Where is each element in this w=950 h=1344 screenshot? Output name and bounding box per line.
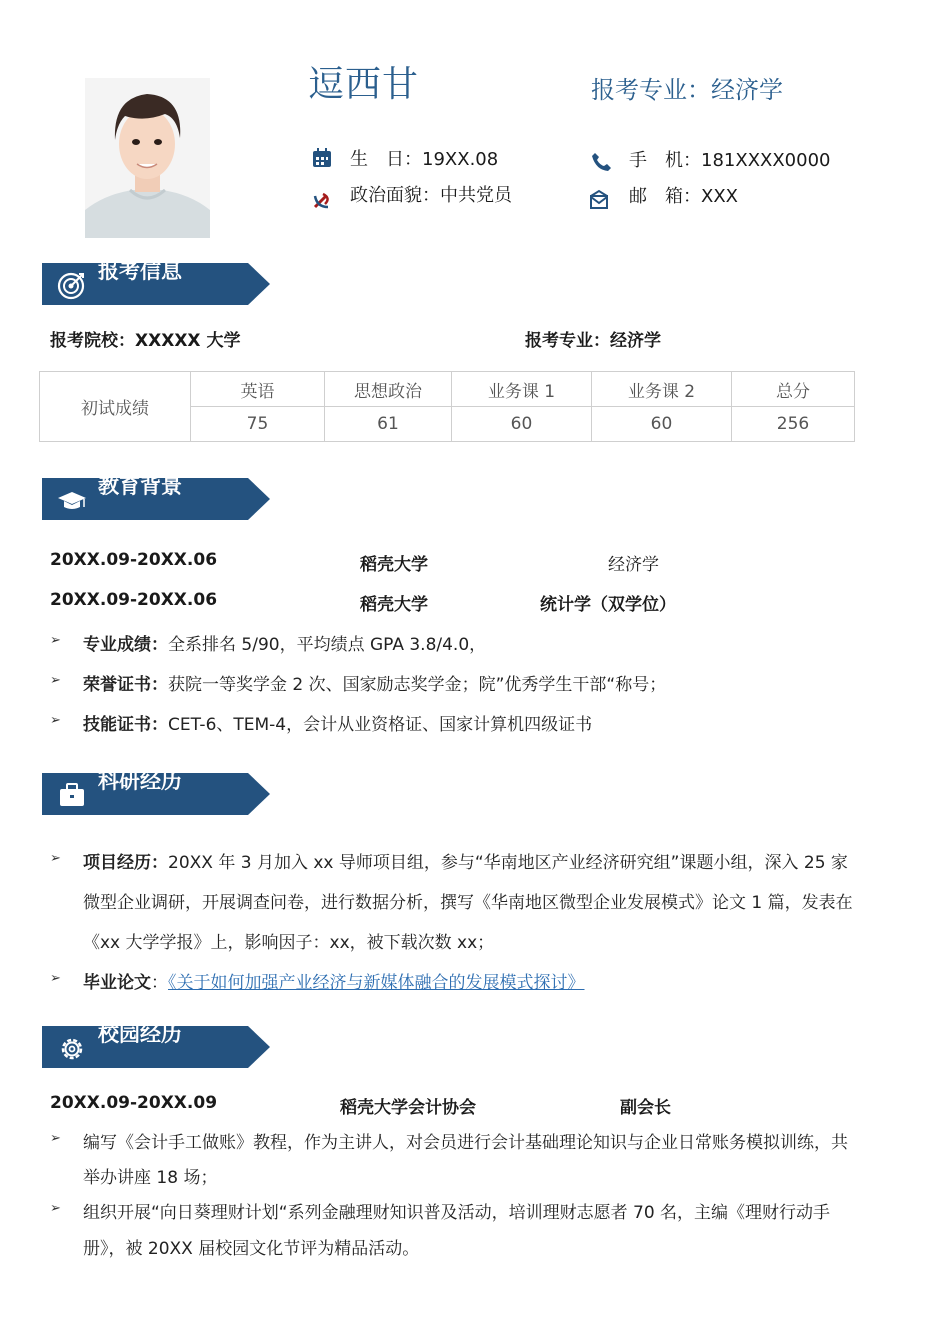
bullet-label: 技能证书：: [83, 715, 168, 735]
bullet-colon: ：: [151, 973, 168, 993]
bullet-text-continued: 《xx 大学学报》上，影响因子：xx，被下载次数 xx；: [83, 933, 495, 953]
target-icon: [56, 269, 88, 301]
phone-icon: [590, 151, 612, 177]
exam-school-label: 报考院校：: [50, 331, 135, 351]
section-header-exam: [42, 259, 270, 305]
list-item: 编写《会计手工做账》教程，作为主讲人，对会员进行会计基础理论知识与企业日常账务模拟训练，共: [83, 1133, 848, 1153]
arrow-bullet-icon: ➢: [50, 673, 61, 688]
phone-label: 手 机：: [629, 150, 701, 171]
edu-period: 20XX.09-20XX.06: [50, 590, 218, 610]
bullet-label: 毕业论文: [83, 973, 151, 993]
section-title: 科研经历: [98, 769, 182, 793]
score-col-header: 英语: [191, 372, 325, 407]
score-cell: 61: [325, 407, 452, 442]
arrow-bullet-icon: ➢: [50, 851, 61, 866]
avatar-illustration: [85, 78, 210, 238]
bullet-text: 获院一等奖学金 2 次、国家励志奖学金；院”优秀学生干部“称号；: [168, 675, 667, 695]
briefcase-icon: [56, 779, 88, 811]
edu-major: 经济学: [608, 555, 659, 575]
birthday-row: [350, 145, 498, 171]
list-item: 组织开展“向日葵理财计划“系列金融理财知识普及活动，培训理财志愿者 70 名，主编《理财行动手: [83, 1203, 831, 1223]
bullet-text: 全系排名 5/90，平均绩点 GPA 3.8/4.0，: [168, 635, 487, 655]
email-value: XXX: [701, 186, 738, 207]
profile-photo: [85, 78, 210, 238]
edu-school: 稻壳大学: [360, 555, 428, 575]
arrow-bullet-icon: ➢: [50, 1131, 61, 1146]
phone-row: [629, 146, 831, 172]
list-item: [83, 630, 486, 655]
arrow-bullet-icon: ➢: [50, 713, 61, 728]
edu-major: 统计学（双学位）: [540, 595, 676, 615]
birthday-label: 生 日：: [350, 149, 422, 170]
edu-period: 20XX.09-20XX.06: [50, 550, 218, 570]
gear-icon: [56, 1032, 88, 1064]
email-row: [629, 182, 738, 208]
bullet-text-continued: 微型企业调研，开展调查问卷，进行数据分析，撰写《华南地区微型企业发展模式》论文 1 篇，发表在: [83, 893, 853, 913]
edu-school: 稻壳大学: [360, 595, 428, 615]
section-title: 教育背景: [98, 474, 182, 498]
arrow-bullet-icon: ➢: [50, 971, 61, 986]
political-label: 政治面貌：: [350, 185, 440, 206]
score-row-header: 初试成绩: [40, 372, 191, 442]
exam-school: [50, 326, 240, 351]
thesis-link[interactable]: 《关于如何加强产业经济与新媒体融合的发展模式探讨》: [168, 973, 585, 993]
bullet-label: 项目经历：: [83, 853, 168, 873]
graduation-cap-icon: [56, 484, 88, 516]
score-table: [39, 371, 855, 442]
score-col-header: 总分: [732, 372, 855, 407]
email-icon: [588, 188, 610, 214]
bullet-text: CET-6、TEM-4，会计从业资格证、国家计算机四级证书: [168, 715, 593, 735]
arrow-bullet-icon: ➢: [50, 1201, 61, 1216]
list-item: [83, 968, 585, 993]
campus-period: 20XX.09-20XX.09: [50, 1093, 218, 1113]
candidate-name: 逗西甘: [308, 64, 420, 105]
list-item: [83, 710, 592, 735]
exam-major-value: 经济学: [610, 331, 661, 351]
campus-role: 副会长: [620, 1098, 671, 1118]
bullet-text-continued: 举办讲座 18 场；: [83, 1168, 218, 1188]
list-item: [83, 848, 848, 873]
target-major-heading: 报考专业：经济学: [591, 76, 783, 104]
bullet-label: 荣誉证书：: [83, 675, 168, 695]
arrow-bullet-icon: ➢: [50, 633, 61, 648]
score-col-header: 业务课 1: [452, 372, 592, 407]
score-cell: 75: [191, 407, 325, 442]
score-cell: 256: [732, 407, 855, 442]
political-value: 中共党员: [440, 185, 512, 206]
table-row: [40, 372, 855, 407]
bullet-text-continued: 册》，被 20XX 届校园文化节评为精品活动。: [83, 1239, 420, 1259]
score-cell: 60: [452, 407, 592, 442]
section-header-research: [42, 769, 270, 815]
section-header-education: [42, 474, 270, 520]
bullet-text: 20XX 年 3 月加入 xx 导师项目组，参与“华南地区产业经济研究组”课题小组，深入 25 家: [168, 853, 848, 873]
birthday-value: 19XX.08: [422, 149, 499, 170]
exam-school-value: XXXXX 大学: [135, 331, 241, 351]
bullet-label: 专业成绩：: [83, 635, 168, 655]
phone-value: 181XXXX0000: [701, 150, 831, 171]
score-col-header: 业务课 2: [592, 372, 732, 407]
section-title: 报考信息: [98, 259, 182, 283]
email-label: 邮 箱：: [629, 186, 701, 207]
score-cell: 60: [592, 407, 732, 442]
campus-org: 稻壳大学会计协会: [340, 1098, 476, 1118]
section-header-campus: [42, 1022, 270, 1068]
list-item: [83, 670, 666, 695]
exam-major: [525, 326, 661, 351]
score-col-header: 思想政治: [325, 372, 452, 407]
party-emblem-icon: [311, 190, 333, 216]
political-row: [350, 181, 512, 207]
calendar-icon: [311, 147, 333, 173]
exam-major-label: 报考专业：: [525, 331, 610, 351]
section-title: 校园经历: [98, 1022, 182, 1046]
